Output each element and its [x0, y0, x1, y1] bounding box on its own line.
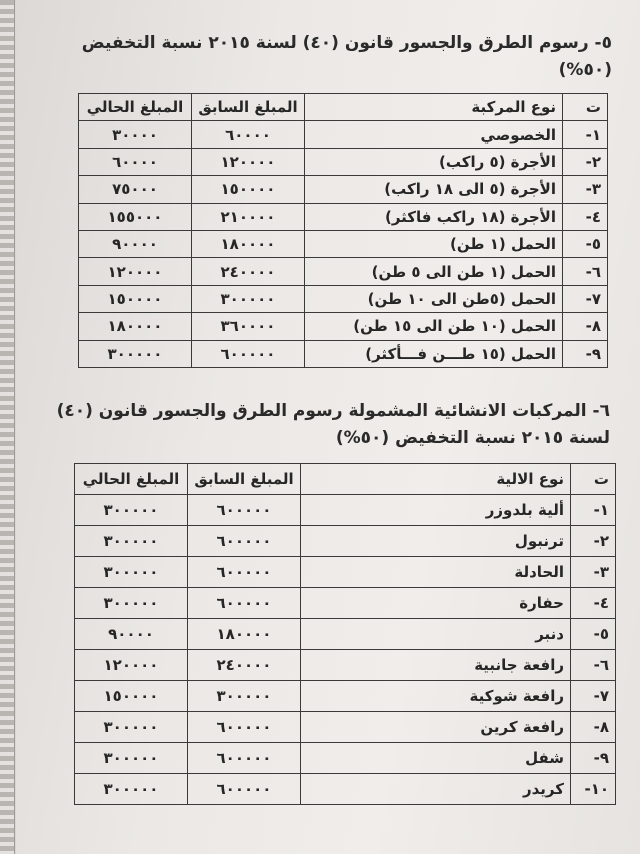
row-previous-amount: ٦٠٠٠٠٠ [188, 588, 301, 619]
table-row [79, 285, 608, 312]
row-number: ٢- [571, 526, 616, 557]
row-number: ٧- [571, 681, 616, 712]
row-current-amount: ٣٠٠٠٠٠ [75, 526, 188, 557]
row-number: ٦- [563, 258, 608, 285]
row-previous-amount: ٣٠٠٠٠٠ [192, 285, 305, 312]
table-row [79, 230, 608, 257]
table-row [75, 619, 616, 650]
row-previous-amount: ٦٠٠٠٠ [192, 121, 305, 148]
table-row [79, 148, 608, 175]
row-current-amount: ١٥٠٠٠٠ [75, 681, 188, 712]
table-row [79, 121, 608, 148]
row-type: الحمل (٥طن الى ١٠ طن) [305, 285, 563, 312]
row-number: ١- [563, 121, 608, 148]
row-number: ٣- [563, 176, 608, 203]
table-row [79, 176, 608, 203]
row-type: الحمل (١٠ طن الى ١٥ طن) [305, 313, 563, 340]
header-current-amount: المبلغ الحالي [79, 94, 192, 121]
row-type: الحمل (١ طن الى ٥ طن) [305, 258, 563, 285]
row-type: ترنبول [301, 526, 571, 557]
row-type: الأجرة (١٨ راكب فاكثر) [305, 203, 563, 230]
row-previous-amount: ٦٠٠٠٠٠ [188, 557, 301, 588]
row-current-amount: ١٥٥٠٠٠ [79, 203, 192, 230]
header-previous-amount: المبلغ السابق [188, 464, 301, 495]
row-number: ٢- [563, 148, 608, 175]
section-6-title: ٦- المركبات الانشائية المشمولة رسوم الطرق والجسور قانون (٤٠) لسنة ٢٠١٥ نسبة التخفيض (٥٠%) [56, 401, 610, 448]
row-current-amount: ٧٥٠٠٠ [79, 176, 192, 203]
row-current-amount: ٣٠٠٠٠٠ [75, 588, 188, 619]
row-type: كريدر [301, 774, 571, 805]
row-number: ٨- [571, 712, 616, 743]
header-num: ت [571, 464, 616, 495]
row-number: ٤- [563, 203, 608, 230]
table-row [79, 340, 608, 367]
row-number: ٤- [571, 588, 616, 619]
row-previous-amount: ٢٤٠٠٠٠ [192, 258, 305, 285]
row-previous-amount: ٢٤٠٠٠٠ [188, 650, 301, 681]
row-number: ٥- [571, 619, 616, 650]
header-previous-amount: المبلغ السابق [192, 94, 305, 121]
row-current-amount: ١٨٠٠٠٠ [79, 313, 192, 340]
row-type: دنبر [301, 619, 571, 650]
table-row [75, 650, 616, 681]
row-previous-amount: ٣٦٠٠٠٠ [192, 313, 305, 340]
row-previous-amount: ٦٠٠٠٠٠ [188, 526, 301, 557]
row-type: الخصوصي [305, 121, 563, 148]
row-number: ٧- [563, 285, 608, 312]
row-type: رافعة شوكية [301, 681, 571, 712]
table-row [79, 258, 608, 285]
row-number: ١٠- [571, 774, 616, 805]
table-row [75, 495, 616, 526]
row-type: حفارة [301, 588, 571, 619]
row-type: الأجرة (٥ راكب) [305, 148, 563, 175]
row-previous-amount: ١٨٠٠٠٠ [192, 230, 305, 257]
row-previous-amount: ٦٠٠٠٠٠ [188, 495, 301, 526]
row-previous-amount: ٢١٠٠٠٠ [192, 203, 305, 230]
table-header-row [75, 464, 616, 495]
row-previous-amount: ٦٠٠٠٠٠ [192, 340, 305, 367]
row-current-amount: ٩٠٠٠٠ [75, 619, 188, 650]
row-number: ٩- [563, 340, 608, 367]
row-previous-amount: ٦٠٠٠٠٠ [188, 712, 301, 743]
row-current-amount: ٣٠٠٠٠٠ [75, 712, 188, 743]
row-type: الحمل (١٥ طـــن فـــأكثر) [305, 340, 563, 367]
row-number: ٦- [571, 650, 616, 681]
row-number: ٣- [571, 557, 616, 588]
binder-edge [0, 0, 15, 854]
row-current-amount: ٩٠٠٠٠ [79, 230, 192, 257]
header-num: ت [563, 94, 608, 121]
table-row [75, 557, 616, 588]
row-previous-amount: ٦٠٠٠٠٠ [188, 774, 301, 805]
header-current-amount: المبلغ الحالي [75, 464, 188, 495]
table-row [79, 313, 608, 340]
row-current-amount: ١٢٠٠٠٠ [75, 650, 188, 681]
row-type: رافعة كرين [301, 712, 571, 743]
row-type: رافعة جانبية [301, 650, 571, 681]
row-previous-amount: ٣٠٠٠٠٠ [188, 681, 301, 712]
document-page [16, 0, 640, 854]
row-type: الحمل (١ طن) [305, 230, 563, 257]
row-current-amount: ٣٠٠٠٠٠ [75, 495, 188, 526]
road-fees-table [78, 93, 608, 368]
row-current-amount: ٣٠٠٠٠ [79, 121, 192, 148]
table-row [75, 526, 616, 557]
row-current-amount: ٦٠٠٠٠ [79, 148, 192, 175]
header-machine-type: نوع الالية [301, 464, 571, 495]
row-type: ألية بلدوزر [301, 495, 571, 526]
row-previous-amount: ١٢٠٠٠٠ [192, 148, 305, 175]
table-row [79, 203, 608, 230]
row-type: الأجرة (٥ الى ١٨ راكب) [305, 176, 563, 203]
row-current-amount: ١٥٠٠٠٠ [79, 285, 192, 312]
construction-vehicles-table [74, 463, 616, 805]
header-vehicle-type: نوع المركبة [305, 94, 563, 121]
row-previous-amount: ١٨٠٠٠٠ [188, 619, 301, 650]
table-header-row [79, 94, 608, 121]
table-row [75, 743, 616, 774]
table-row [75, 588, 616, 619]
row-current-amount: ٣٠٠٠٠٠ [75, 774, 188, 805]
row-current-amount: ٣٠٠٠٠٠ [79, 340, 192, 367]
row-number: ٥- [563, 230, 608, 257]
row-previous-amount: ١٥٠٠٠٠ [192, 176, 305, 203]
row-type: الحادلة [301, 557, 571, 588]
row-number: ٩- [571, 743, 616, 774]
row-number: ١- [571, 495, 616, 526]
row-type: شفل [301, 743, 571, 774]
table-row [75, 712, 616, 743]
row-current-amount: ٣٠٠٠٠٠ [75, 743, 188, 774]
table-row [75, 681, 616, 712]
table-row [75, 774, 616, 805]
row-previous-amount: ٦٠٠٠٠٠ [188, 743, 301, 774]
row-current-amount: ١٢٠٠٠٠ [79, 258, 192, 285]
row-number: ٨- [563, 313, 608, 340]
row-current-amount: ٣٠٠٠٠٠ [75, 557, 188, 588]
section-5-title: ٥- رسوم الطرق والجسور قانون (٤٠) لسنة ٢٠١٥ نسبة التخفيض (٥٠%) [81, 33, 612, 80]
